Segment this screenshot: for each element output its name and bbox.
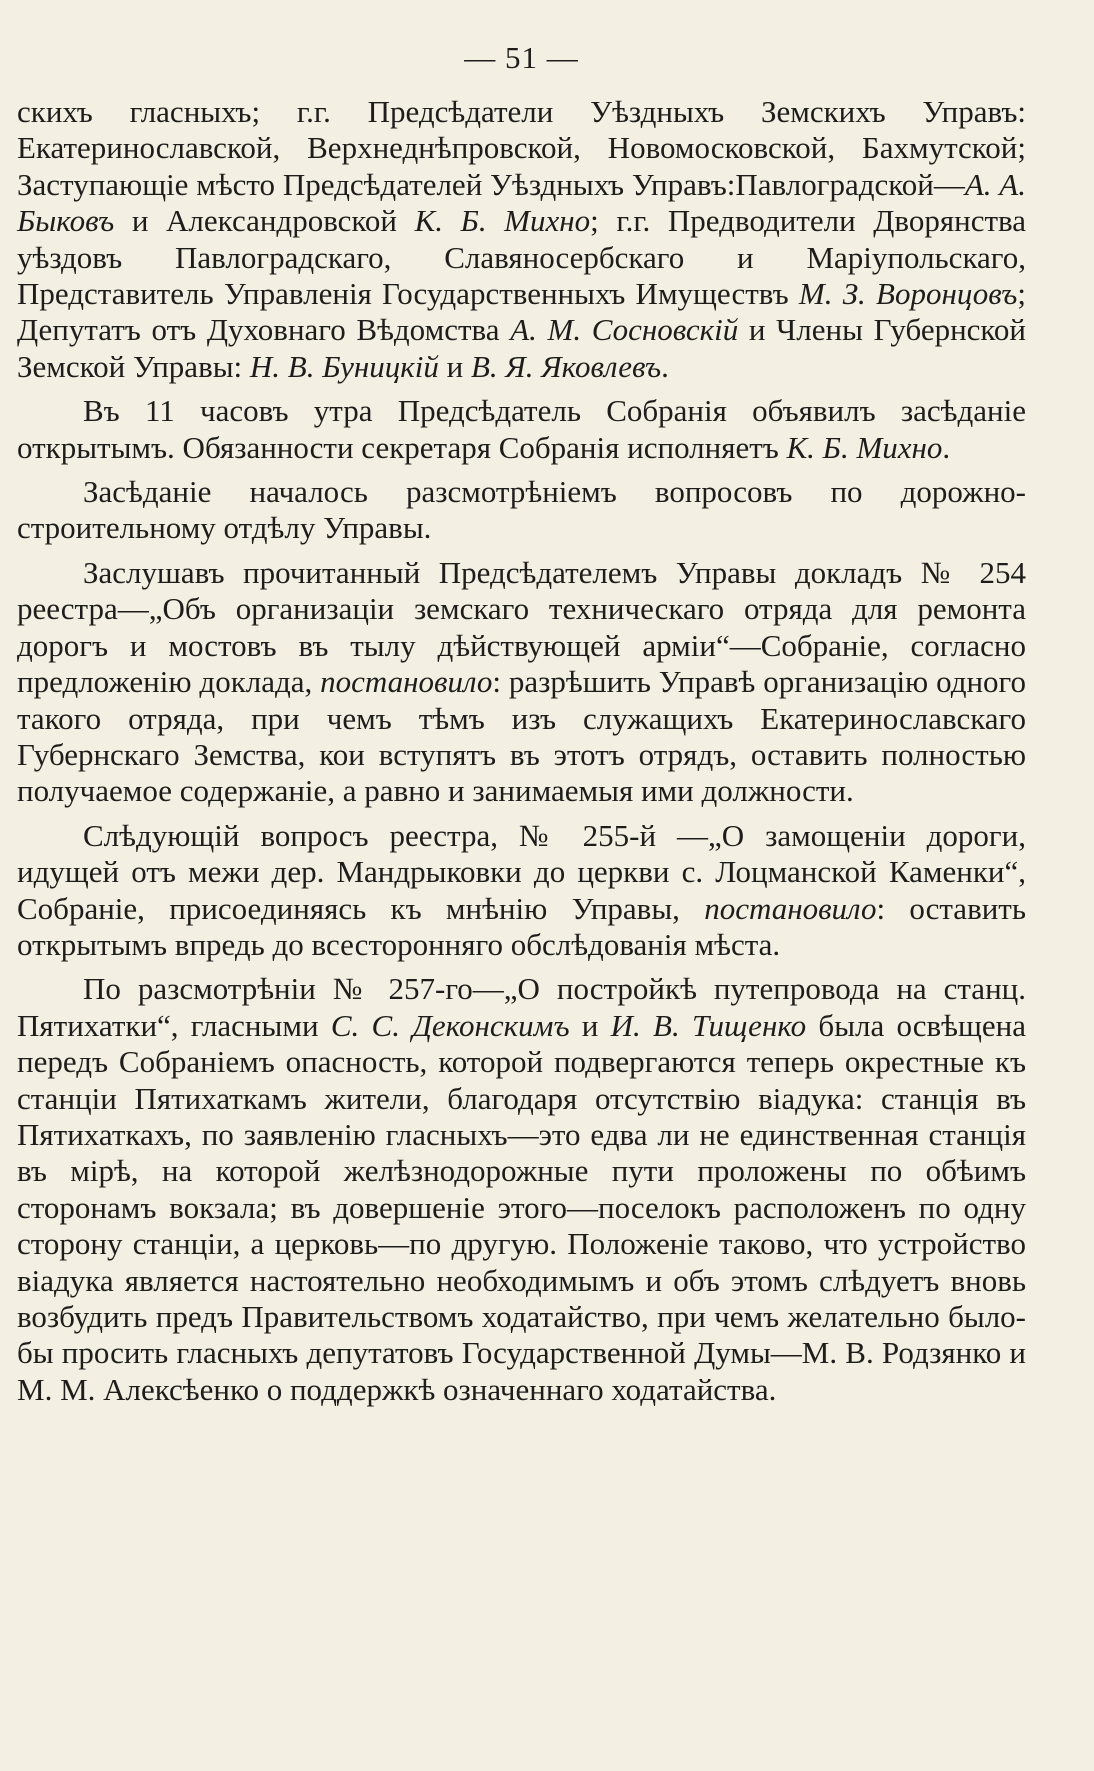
- italic-text: Н. В. Буницкій: [249, 348, 439, 384]
- text-segment: и Александровской: [114, 203, 415, 239]
- page-number: — 51 —: [464, 40, 579, 75]
- text-segment: Засѣданіе началось разсмотрѣніемъ вопросовъ по дорожно-строительному отдѣлу Управы.: [17, 474, 1026, 546]
- body-text: [17, 94, 1026, 1408]
- italic-text: М. З. Воронцовъ: [798, 276, 1018, 312]
- text-segment: была освѣщена передъ Собраніемъ опасность, которой подвергаются теперь окрестные къ станціи Пятихаткамъ жители, благодаря отсутствію віадука: станція въ Пятихаткахъ, по заявленію гласныхъ—это едва ли не единственная станція въ мірѣ, на которой желѣзнодорожные пути проложены по обѣимъ сторонамъ вокзала; въ довершеніе этого—поселокъ расположенъ по одну сторону станціи, а церковь—по другую. Положеніе таково, что устройство віадука является настоятельно необходимымъ и объ этомъ слѣдуетъ вновь возбудить предъ Правительствомъ ходатайство, при чемъ желательно было-бы просить гласныхъ депутатовъ Государственной Думы—М. В. Родзянко и М. М. Алексѣенко о поддержкѣ означеннаго ходатайства.: [17, 1007, 1026, 1407]
- text-segment: и Члены Губернской Земской Управы:: [17, 312, 1027, 384]
- text-segment: : оставить открытымъ впредь до всесторонняго обслѣдованія мѣста.: [17, 890, 1026, 962]
- paragraph: [17, 94, 1026, 385]
- text-segment: .: [942, 429, 951, 465]
- italic-text: А. А. Быковъ: [17, 166, 1026, 239]
- italic-text: В. Я. Яковлевъ: [470, 348, 662, 384]
- text-segment: Въ 11 часовъ утра Предсѣдатель Собранія объявилъ засѣданіе открытымъ. Обязанности секретаря Собранія исполняетъ: [17, 393, 1026, 465]
- text-segment: ; г.г. Предводители Дворянства уѣздовъ Павлоградскаго, Славяносербскаго и Маріупольскаго, Представитель Управленія Государственныхъ Имуществъ: [17, 203, 1026, 312]
- paragraph: [17, 971, 1026, 1408]
- italic-text: К. Б. Михно: [786, 429, 943, 465]
- text-segment: Слѣдующій вопросъ реестра, № 255-й —„О замощеніи дороги, идущей отъ межи дер. Мандрыковки до церкви с. Лоцманской Каменки“, Собраніе, присоединяясь къ мнѣнію Управы,: [17, 817, 1026, 926]
- paragraph: [17, 474, 1026, 547]
- italic-text: постановило: [704, 890, 877, 926]
- italic-text: И. В. Тищенко: [610, 1007, 807, 1043]
- text-segment: : разрѣшить Управѣ организацію одного такого отряда, при чемъ тѣмъ изъ служащихъ Екатеринославскаго Губернскаго Земства, кои вступятъ въ этотъ отрядъ, оставить полностью получаемое содержаніе, а равно и занимаемыя ими должности.: [17, 664, 1027, 809]
- text-segment: скихъ гласныхъ; г.г. Предсѣдатели Уѣздныхъ Земскихъ Управъ: Екатеринославской, Верхнеднѣпровской, Новомосковской, Бахмутской; Заступающіе мѣсто Предсѣдателей Уѣздныхъ Управъ:Павлоградской—: [17, 94, 1026, 202]
- italic-text: К. Б. Михно: [414, 203, 591, 239]
- text-segment: ; Депутатъ отъ Духовнаго Вѣдомства: [17, 276, 1026, 348]
- text-segment: и: [569, 1007, 611, 1043]
- paragraph: [17, 393, 1026, 466]
- paragraph: [17, 555, 1026, 810]
- italic-text: А. М. Сосновскій: [510, 312, 739, 348]
- paragraph: [17, 818, 1026, 964]
- text-segment: и: [438, 348, 471, 384]
- italic-text: С. С. Деконскимъ: [330, 1007, 570, 1043]
- italic-text: постановило: [320, 664, 493, 700]
- text-segment: Заслушавъ прочитанный Предсѣдателемъ Управы докладъ № 254 реестра—„Объ организаціи земскаго техническаго отряда для ремонта дорогъ и мостовъ въ тылу дѣйствующей арміи“—Собраніе, согласно предложенію доклада,: [17, 554, 1026, 700]
- text-segment: По разсмотрѣніи № 257-го—„О постройкѣ путепровода на станц. Пятихатки“, гласными: [17, 971, 1026, 1043]
- text-segment: .: [661, 348, 669, 384]
